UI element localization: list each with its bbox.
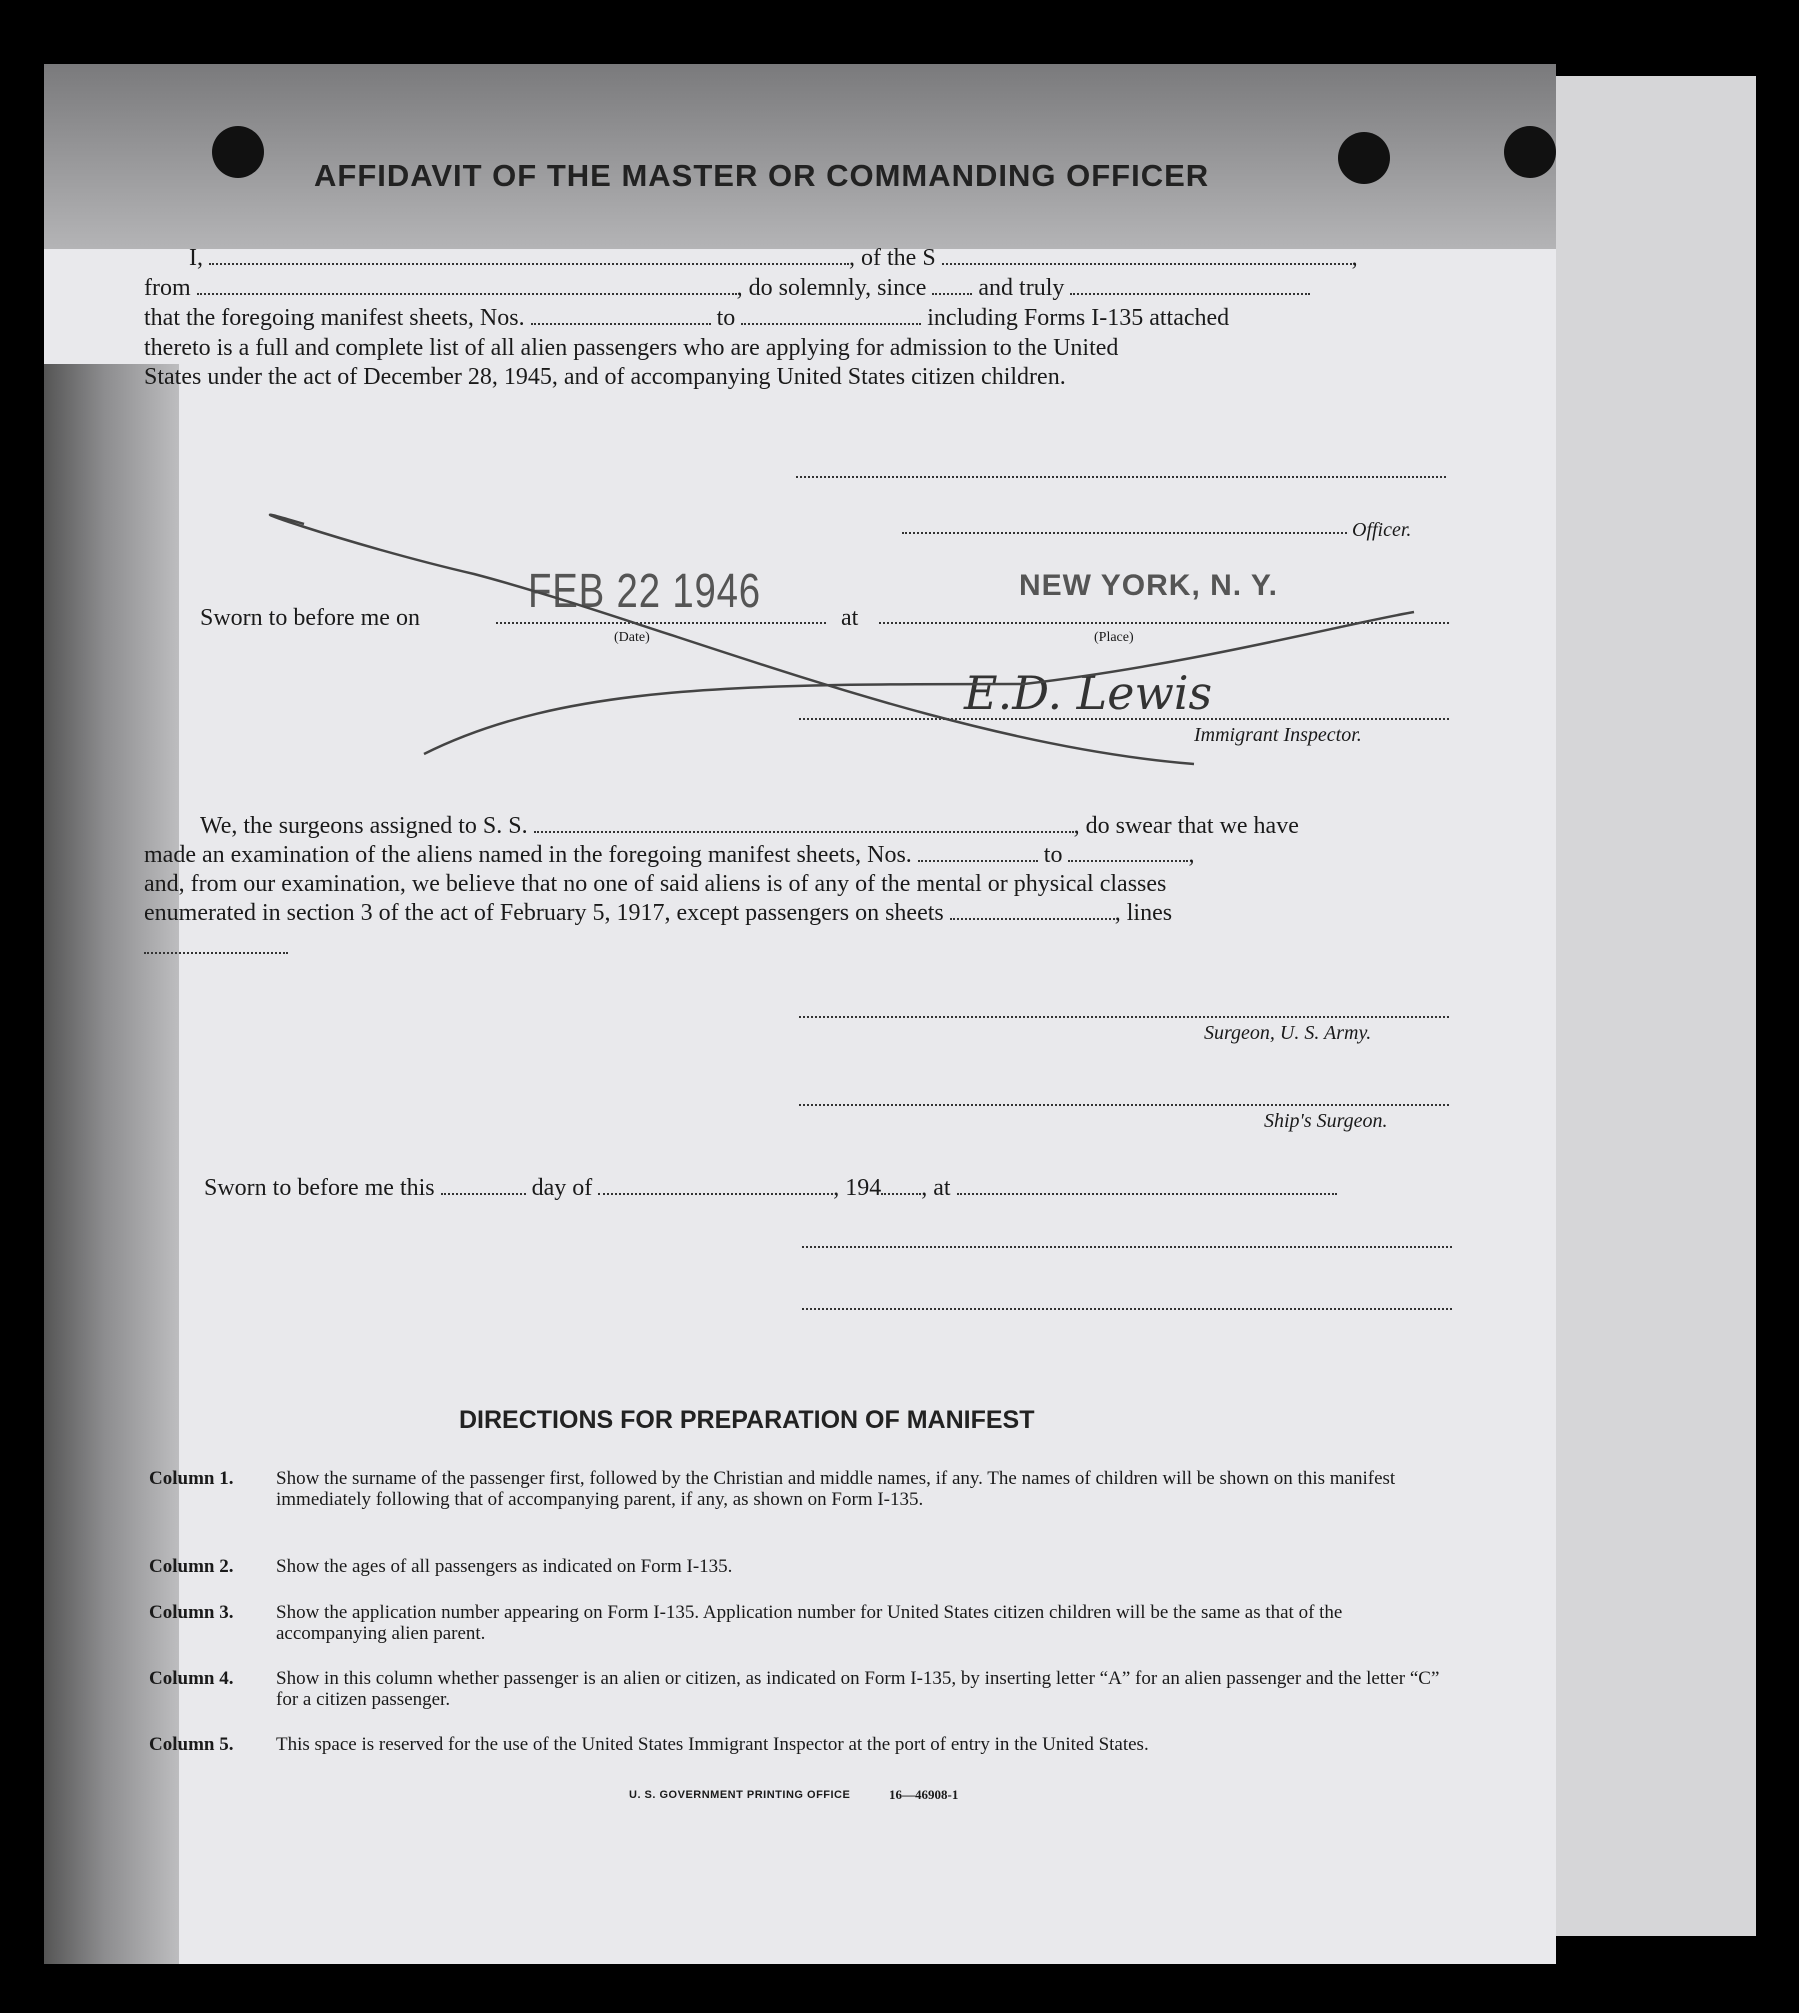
sworn-day-blank[interactable] <box>441 1192 526 1195</box>
line2-end: and truly <box>978 275 1065 301</box>
surgeons-sworn-prefix: Sworn to before me this <box>204 1175 435 1201</box>
line2-mid: , do solemnly, since <box>736 275 927 301</box>
sworn-month-blank[interactable] <box>598 1192 833 1195</box>
surgeons-sworn-at: , at <box>921 1175 951 1201</box>
affidavit-line-4: thereto is a full and complete list of all alien passengers who are applying for admission to the United <box>144 335 1119 361</box>
line3-end: including Forms I-135 attached <box>927 305 1230 331</box>
surgeons-line-3: and, from our examination, we believe that no one of said aliens is of any of the mental or physical classes <box>144 871 1167 897</box>
except-sheets-blank[interactable] <box>950 917 1115 920</box>
date-caption: (Date) <box>614 630 650 645</box>
inspector-signature: E.D. Lewis <box>964 666 1213 720</box>
surgeons-sworn-line <box>204 1174 1524 1204</box>
surgeons-line1-prefix: We, the surgeons assigned to S. S. <box>200 813 528 839</box>
sworn-at-label: at <box>841 605 859 631</box>
except-lines-blank[interactable] <box>144 952 288 954</box>
officer-caption: Officer. <box>1352 519 1412 541</box>
line1-mid: , of the S <box>849 245 936 271</box>
officer-signature-line-2[interactable] <box>802 1246 1452 1248</box>
affidavit-form-page <box>44 64 1556 1964</box>
army-surgeon-signature-line[interactable] <box>799 1016 1449 1018</box>
column-1-text: Show the surname of the passenger first, followed by the Christian and middle names, if any. The names of children will be shown on this manifest immediately following that of accompanying parent, if any, as shown on Form I-135. <box>276 1468 1396 1510</box>
place-stamp: NEW YORK, N. Y. <box>1019 569 1278 602</box>
surgeons-line4-prefix: enumerated in section 3 of the act of February 5, 1917, except passengers on sheets <box>144 900 944 926</box>
surgeons-line-1 <box>200 812 1520 842</box>
column-5-text: This space is reserved for the use of the United States Immigrant Inspector at the port of entry in the United States. <box>276 1734 1149 1755</box>
column-3-label: Column 3. <box>149 1602 234 1623</box>
column-4-label: Column 4. <box>149 1668 234 1689</box>
column-3-text: Show the application number appearing on Form I-135. Application number for United States citizen children will be the same as that of the accompanying alien parent. <box>276 1602 1343 1644</box>
line2-prefix: from <box>144 275 191 301</box>
column-1-label: Column 1. <box>149 1468 234 1489</box>
surgeons-sworn-day-of: day of <box>531 1175 593 1201</box>
surgeon-ship-blank[interactable] <box>534 830 1074 833</box>
sworn-year-blank[interactable] <box>881 1192 921 1195</box>
column-5-label: Column 5. <box>149 1734 234 1755</box>
surgeons-line2-to: to <box>1043 842 1063 868</box>
officer-signature-line-3[interactable] <box>802 1308 1452 1310</box>
printer-imprint: U. S. GOVERNMENT PRINTING OFFICE <box>629 1789 851 1801</box>
surgeons-line-2: made an examination of the aliens named in the foregoing manifest sheets, Nos. to , <box>144 842 1195 868</box>
date-stamp: FEB 22 1946 <box>528 565 761 618</box>
line3-to: to <box>716 305 736 331</box>
surgeons-line2-prefix: made an examination of the aliens named in the foregoing manifest sheets, Nos. <box>144 842 912 868</box>
affidavit-line-5: States under the act of December 28, 1945, and of accompanying United States citizen children. <box>144 364 1066 390</box>
sworn-place-blank[interactable] <box>957 1192 1337 1195</box>
right-backing-strip <box>1556 76 1756 1936</box>
ship-surgeon-signature-line[interactable] <box>799 1104 1449 1106</box>
surgeons-line1-end: , do swear that we have <box>1073 813 1299 839</box>
surgeons-line-4 <box>144 899 1524 929</box>
surgeons-sworn-year: , 194 <box>833 1175 882 1201</box>
column-2-text: Show the ages of all passengers as indicated on Form I-135. <box>276 1556 733 1577</box>
column-4-text: Show in this column whether passenger is an alien or citizen, as indicated on Form I-135, by inserting letter “A” for an alien passenger and the letter “C” for a citizen passenger. <box>276 1668 1440 1710</box>
line1-prefix: I, <box>189 245 203 271</box>
ship-surgeon-caption: Ship's Surgeon. <box>1264 1110 1388 1132</box>
surgeon-sheet-to-blank[interactable] <box>1068 859 1188 862</box>
surgeon-sheet-from-blank[interactable] <box>918 859 1038 862</box>
line3-prefix: that the foregoing manifest sheets, Nos. <box>144 305 525 331</box>
affidavit-title: AFFIDAVIT OF THE MASTER OR COMMANDING OFFICER <box>314 158 1210 193</box>
directions-title: DIRECTIONS FOR PREPARATION OF MANIFEST <box>459 1406 1035 1434</box>
inspector-caption: Immigrant Inspector. <box>1194 724 1362 746</box>
army-surgeon-caption: Surgeon, U. S. Army. <box>1204 1022 1372 1044</box>
place-caption: (Place) <box>1094 630 1134 645</box>
form-code: 16—46908-1 <box>889 1787 959 1802</box>
sworn-before-prefix: Sworn to before me on <box>200 605 420 631</box>
surgeons-line4-end: , lines <box>1114 900 1173 926</box>
column-2-label: Column 2. <box>149 1556 234 1577</box>
affidavit-line-1: I, , of the S , <box>189 245 1358 271</box>
